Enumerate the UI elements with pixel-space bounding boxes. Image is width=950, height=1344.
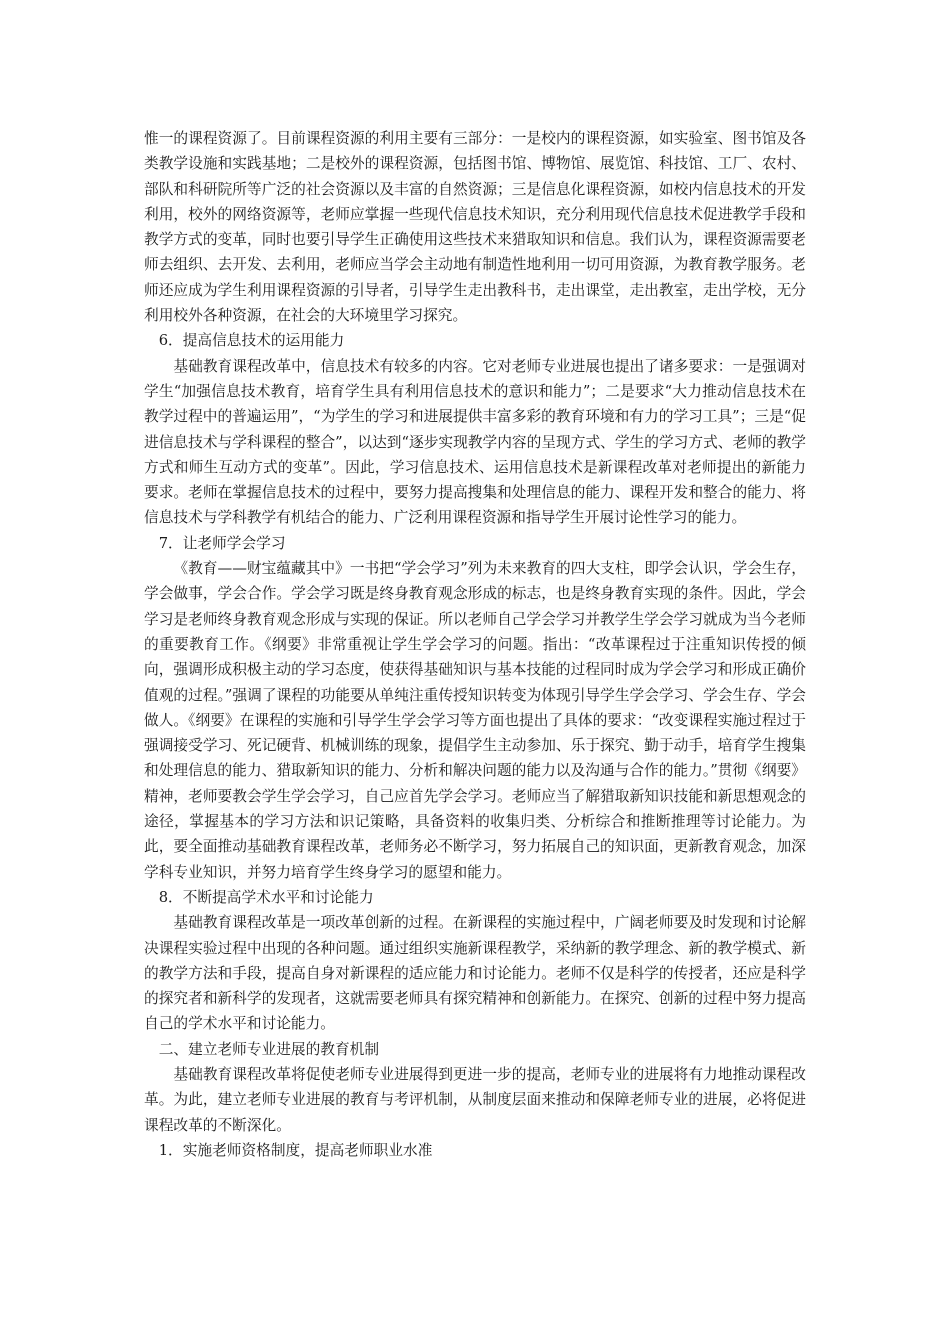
document-body — [144, 126, 806, 1163]
paragraph-academic-level: 基础教育课程改革是一项改革创新的过程。在新课程的实施过程中，广阔老师要及时发现和讨论解决课程实验过程中出现的各种问题。通过组织实施新课程教学，采纳新的教学理念、新的教学模式、新的教学方法和手段，提高自身对新课程的适应能力和讨论能力。老师不仅是科学的传授者，还应是科学的探究者和新科学的发现者，这就需要老师具有探究精神和创新能力。在探究、创新的过程中努力提高自己的学术水平和讨论能力。 — [144, 914, 806, 1033]
heading-education-mechanism: 二、建立老师专业进展的教育机制 — [158, 1040, 380, 1058]
paragraph-course-resources: 惟一的课程资源了。目前课程资源的利用主要有三部分：一是校内的课程资源，如实验室、图书馆及各类教学设施和实践基地；二是校外的课程资源，包括图书馆、博物馆、展览馆、科技馆、工厂、农村、部队和科研院所等广泛的社会资源以及丰富的自然资源；三是信息化课程资源，如校内信息技术的开发利用，校外的网络资源等，老师应掌握一些现代信息技术知识，充分利用现代信息技术促进教学手段和教学方式的变革，同时也要引导学生正确使用这些技术来猎取知识和信息。我们认为，课程资源需要老师去组织、去开发、去利用，老师应当学会主动地有制造性地利用一切可用资源，为教育教学服务。老师还应成为学生利用课程资源的引导者，引导学生走出教科书，走出课堂，走出教室，走出学校，无分利用校外各种资源，在社会的大环境里学习探究。 — [144, 130, 806, 325]
heading-academic-level: 8．不断提高学术水平和讨论能力 — [158, 888, 374, 906]
paragraph-it-skills: 基础教育课程改革中，信息技术有较多的内容。它对老师专业进展也提出了诸多要求：一是强调对学生“加强信息技术教育，培育学生具有利用信息技术的意识和能力”；二是要求“大力推动信息技术在教学过程中的普遍运用”，“为学生的学习和进展提供丰富多彩的教育环境和有力的学习工具”；三是“促进信息技术与学科课程的整合”，以达到“逐步实现教学内容的呈现方式、学生的学习方式、老师的教学方式和师生互动方式的变革”。因此，学习信息技术、运用信息技术是新课程改革对老师提出的新能力要求。老师在掌握信息技术的过程中，要努力提高搜集和处理信息的能力、课程开发和整合的能力、将信息技术与学科教学有机结合的能力、广泛利用课程资源和指导学生开展讨论性学习的能力。 — [144, 357, 806, 527]
paragraph-teacher-learning: 《教育——财宝蕴藏其中》一书把“学会学习”列为未来教育的四大支柱，即学会认识，学会生存，学会做事，学会合作。学会学习既是终身教育观念形成的标志，也是终身教育实现的条件。因此，学会学习是老师终身教育观念形成与实现的保证。所以老师自己学会学习并教学生学会学习就成为当今老师的重要教育工作。《纲要》非常重视让学生学会学习的问题。指出：“改革课程过于注重知识传授的倾向，强调形成积极主动的学习态度，使获得基础知识与基本技能的过程同时成为学会学习和形成正确价值观的过程。”强调了课程的功能要从单纯注重传授知识转变为体现引导学生学会学习、学会生存、学会做人。《纲要》在课程的实施和引导学生学会学习等方面也提出了具体的要求：“改变课程实施过程过于强调接受学习、死记硬背、机械训练的现象，提倡学生主动参加、乐于探究、勤于动手，培育学生搜集和处理信息的能力、猎取新知识的能力、分析和解决问题的能力以及沟通与合作的能力。”贯彻《纲要》精神，老师要教会学生学会学习，自己应首先学会学习。老师应当了解猎取新知识技能和新思想观念的途径，掌握基本的学习方法和识记策略，具备资料的收集归类、分析综合和推断推理等讨论能力。为此，要全面推动基础教育课程改革，老师务必不断学习，努力拓展自己的知识面，更新教育观念，加深学科专业知识，并努力培育学生终身学习的愿望和能力。 — [144, 560, 806, 881]
heading-it-skills: 6．提高信息技术的运用能力 — [158, 332, 345, 350]
heading-qualification-system: 1．实施老师资格制度，提高老师职业水准 — [158, 1141, 433, 1159]
paragraph-education-mechanism: 基础教育课程改革将促使老师专业进展得到更进一步的提高，老师专业的进展将有力地推动课程改革。为此，建立老师专业进展的教育与考评机制，从制度层面来推动和保障老师专业的进展，必将促进课程改革的不断深化。 — [144, 1065, 806, 1134]
heading-teacher-learning: 7．让老师学会学习 — [158, 534, 286, 552]
